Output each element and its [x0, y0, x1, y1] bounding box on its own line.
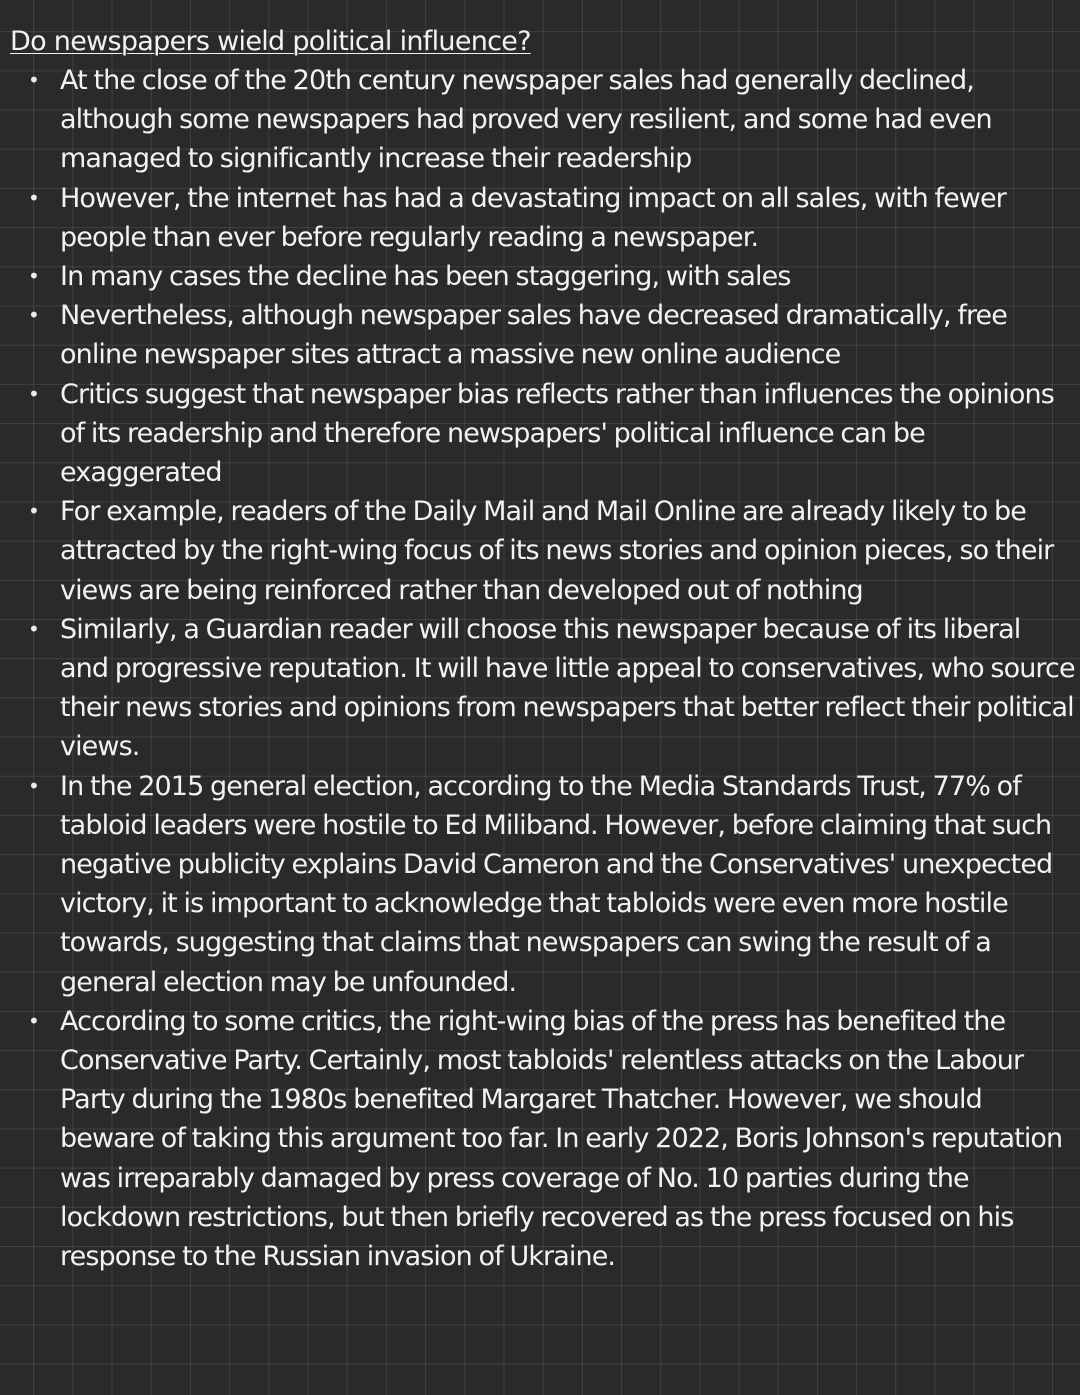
bullet-text: Critics suggest that newspaper bias reflects rather than influences the opinions of its readership and therefore newspapers' political influence can be exaggerated [60, 378, 1054, 489]
bullet-point-icon: • [28, 381, 39, 406]
bullet-item [0, 179, 1075, 257]
bullet-point-icon: • [28, 185, 39, 210]
bullet-text: In many cases the decline has been staggering, with sales [60, 261, 791, 293]
bullet-item [0, 1002, 1075, 1276]
bullet-text: However, the internet has had a devastating impact on all sales, with fewer people than ever before regularly reading a newspaper. [60, 182, 1006, 253]
bullet-point-icon: • [28, 264, 39, 289]
bullet-point-icon: • [28, 68, 39, 92]
bullet-item [0, 61, 1075, 179]
bullet-point-icon: • [28, 773, 39, 798]
bullet-text: According to some critics, the right-wing bias of the press has benefited the Conservative Party. Certainly, most tabloids' relentless attacks on the Labour Party during the 1980s benefited Margaret Thatcher. However, we should beware of taking this argument too far. In early 2022, Boris Johnson's reputation was irreparably damaged by press coverage of No. 10 parties during the lockdown restrictions, but then briefly recovered as the press focused on his response to the Russian invasion of Ukraine. [60, 1005, 1063, 1273]
bullet-item [0, 257, 1075, 296]
bullet-text: For example, readers of the Daily Mail and Mail Online are already likely to be attracted by the right-wing focus of its news stories and opinion pieces, so their views are being reinforced rather than developed out of nothing [60, 496, 1054, 606]
bullet-list [0, 61, 1075, 1276]
bullet-text: In the 2015 general election, according to the Media Standards Trust, 77% of tabloid leaders were hostile to Ed Miliband. However, before claiming that such negative publicity explains David Cameron and the Conservatives' unexpected victory, it is important to acknowledge that tabloids were even more hostile towards, suggesting that claims that newspapers can swing the result of a general election may be unfounded. [60, 770, 1053, 998]
bullet-item [0, 375, 1075, 493]
bullet-item [0, 767, 1075, 1002]
page-title: Do newspapers wield political influence? [10, 26, 531, 57]
bullet-text: At the close of the 20th century newspaper sales had generally declined, although some newspapers had proved very resilient, and some had even managed to significantly increase their readership [60, 65, 992, 175]
bullet-point-icon: • [28, 303, 39, 328]
bullet-text: Nevertheless, although newspaper sales have decreased dramatically, free online newspaper sites attract a massive new online audience [60, 300, 1007, 371]
bullet-point-icon: • [28, 499, 39, 524]
bullet-item [0, 492, 1075, 610]
bullet-text: Similarly, a Guardian reader will choose this newspaper because of its liberal and progressive reputation. It will have little appeal to conservatives, who source their news stories and opinions from newspapers that better reflect their political views. [60, 613, 1075, 763]
bullet-point-icon: • [28, 616, 39, 641]
bullet-item [0, 296, 1075, 374]
bullet-point-icon: • [28, 1008, 39, 1033]
bullet-item [0, 610, 1075, 767]
